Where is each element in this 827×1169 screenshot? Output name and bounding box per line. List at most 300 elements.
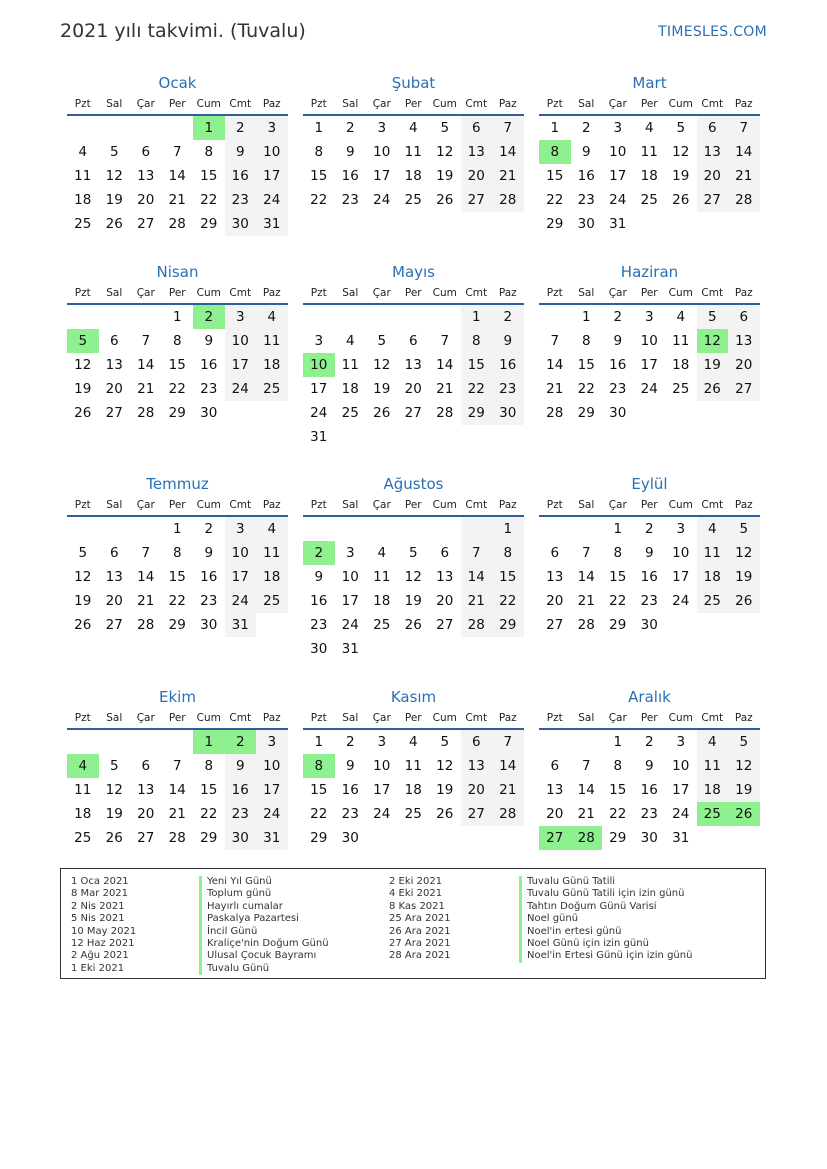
day-cell: 17 [373, 168, 391, 184]
weekday-label: Cum [196, 712, 221, 724]
day-cell: 17 [256, 164, 288, 188]
day-cell: 15 [609, 782, 627, 798]
month-name: Ocak [158, 74, 197, 92]
day-cell: 17 [225, 353, 257, 377]
month-name: Kasım [390, 688, 437, 706]
day-cell: 9 [225, 140, 257, 164]
day-cell: 16 [341, 168, 359, 184]
day-cell: 5 [109, 144, 119, 160]
day-cell: 7 [581, 758, 591, 774]
legend-right-bar [519, 876, 522, 963]
legend-date: 10 May 2021 [71, 925, 137, 937]
legend-holiday-name: Kraliçe'nin Doğum Günü [207, 937, 329, 949]
empty-cell [728, 401, 760, 425]
day-cell: 26 [373, 405, 391, 421]
month-block [303, 72, 524, 212]
day-cell: 22 [310, 806, 328, 822]
empty-cell [571, 730, 603, 754]
day-cell: 17 [672, 569, 690, 585]
day-cell: 10 [672, 545, 690, 561]
day-cell: 6 [408, 333, 418, 349]
weekday-label: Çar [136, 98, 155, 110]
day-cell: 1 [581, 309, 591, 325]
day-cell: 7 [440, 333, 450, 349]
legend-date: 12 Haz 2021 [71, 937, 135, 949]
day-cell: 23 [640, 593, 658, 609]
legend-date: 2 Nis 2021 [71, 900, 125, 912]
day-cell: 22 [609, 593, 627, 609]
day-cell: 26 [105, 216, 123, 232]
day-cell: 22 [461, 377, 493, 401]
day-cell: 4 [676, 309, 686, 325]
empty-cell [256, 401, 288, 425]
empty-cell [492, 826, 524, 850]
day-cell: 19 [373, 381, 391, 397]
day-cell: 26 [74, 405, 92, 421]
day-cell: 26 [74, 617, 92, 633]
day-cell: 12 [672, 144, 690, 160]
day-cell: 21 [168, 806, 186, 822]
day-cell: 19 [436, 782, 454, 798]
empty-cell [99, 730, 131, 754]
day-cell: 21 [577, 593, 595, 609]
weekday-label: Çar [372, 712, 391, 724]
weekday-header [67, 283, 288, 305]
day-cell: 31 [256, 826, 288, 850]
weekday-label: Cum [432, 712, 457, 724]
empty-cell [67, 730, 99, 754]
weekday-label: Çar [372, 287, 391, 299]
weekday-label: Cmt [701, 287, 724, 299]
day-cell: 8 [303, 754, 335, 778]
day-cell: 27 [137, 216, 155, 232]
weekday-label: Çar [136, 499, 155, 511]
month-name: Haziran [620, 263, 679, 281]
empty-cell [162, 116, 194, 140]
empty-cell [366, 517, 398, 541]
day-cell: 28 [137, 405, 155, 421]
day-cell: 16 [225, 778, 257, 802]
day-grid [303, 305, 524, 449]
day-cell: 1 [461, 305, 493, 329]
day-cell: 21 [728, 164, 760, 188]
legend-right-dates [389, 876, 451, 963]
day-cell: 1 [314, 734, 324, 750]
day-cell: 22 [168, 593, 186, 609]
day-cell: 12 [74, 569, 92, 585]
day-cell: 2 [303, 541, 335, 565]
empty-cell [162, 730, 194, 754]
weekday-label: Cmt [701, 499, 724, 511]
weekday-label: Sal [578, 98, 595, 110]
day-cell: 30 [341, 830, 359, 846]
day-cell: 30 [225, 212, 257, 236]
day-cell: 2 [225, 116, 257, 140]
day-cell: 6 [141, 144, 151, 160]
legend-left-bar [199, 876, 202, 975]
day-cell: 10 [373, 758, 391, 774]
weekday-label: Per [168, 499, 186, 511]
day-grid [303, 517, 524, 661]
day-cell: 5 [67, 329, 99, 353]
weekday-header [67, 94, 288, 116]
day-cell: 28 [492, 188, 524, 212]
day-cell: 24 [256, 802, 288, 826]
day-cell: 29 [609, 617, 627, 633]
day-cell: 23 [341, 806, 359, 822]
day-cell: 8 [314, 144, 324, 160]
day-cell: 27 [137, 830, 155, 846]
empty-cell [429, 826, 461, 850]
legend-date: 8 Mar 2021 [71, 888, 129, 900]
weekday-label: Pzt [546, 287, 563, 299]
day-cell: 13 [105, 569, 123, 585]
day-cell: 29 [168, 405, 186, 421]
day-cell: 10 [609, 144, 627, 160]
day-cell: 13 [461, 140, 493, 164]
day-cell: 4 [697, 730, 729, 754]
day-cell: 14 [436, 357, 454, 373]
weekday-label: Cmt [465, 499, 488, 511]
empty-cell [366, 425, 398, 449]
day-cell: 24 [225, 589, 257, 613]
day-cell: 4 [78, 144, 88, 160]
month-block [303, 473, 524, 661]
day-cell: 28 [571, 826, 603, 850]
day-cell: 13 [728, 329, 760, 353]
day-cell: 7 [492, 730, 524, 754]
empty-cell [665, 613, 697, 637]
day-cell: 11 [74, 782, 92, 798]
day-cell: 18 [672, 357, 690, 373]
weekday-label: Cmt [465, 712, 488, 724]
weekday-label: Pzt [74, 499, 91, 511]
day-cell: 27 [461, 802, 493, 826]
day-cell: 21 [546, 381, 564, 397]
day-cell: 7 [172, 144, 182, 160]
empty-cell [335, 517, 367, 541]
day-cell: 8 [172, 545, 182, 561]
day-cell: 24 [640, 381, 658, 397]
weekday-label: Cum [668, 98, 693, 110]
day-cell: 26 [672, 192, 690, 208]
month-block [303, 686, 524, 850]
legend-holiday-name: Noel günü [527, 913, 579, 925]
day-cell: 9 [314, 569, 324, 585]
day-cell: 14 [546, 357, 564, 373]
day-cell: 29 [310, 830, 328, 846]
day-cell: 27 [105, 617, 123, 633]
brand-link[interactable]: TIMESLES.COM [658, 24, 767, 40]
day-grid [539, 116, 760, 236]
month-block [303, 261, 524, 449]
empty-cell [728, 826, 760, 850]
day-cell: 28 [137, 617, 155, 633]
day-cell: 28 [492, 802, 524, 826]
weekday-label: Paz [734, 499, 753, 511]
weekday-label: Per [640, 98, 658, 110]
day-cell: 8 [204, 758, 214, 774]
day-cell: 20 [436, 593, 454, 609]
day-cell: 8 [613, 758, 623, 774]
day-cell: 23 [492, 377, 524, 401]
day-cell: 21 [168, 192, 186, 208]
day-cell: 15 [492, 565, 524, 589]
empty-cell [728, 212, 760, 236]
legend-date: 1 Eki 2021 [71, 962, 125, 974]
day-cell: 27 [697, 188, 729, 212]
day-cell: 8 [581, 333, 591, 349]
day-cell: 18 [256, 565, 288, 589]
empty-cell [697, 826, 729, 850]
legend-date: 28 Ara 2021 [389, 950, 451, 962]
day-cell: 2 [644, 521, 654, 537]
day-cell: 17 [609, 168, 627, 184]
day-cell: 29 [546, 216, 564, 232]
day-cell: 9 [204, 333, 214, 349]
day-cell: 4 [377, 545, 387, 561]
day-cell: 9 [204, 545, 214, 561]
day-cell: 30 [310, 641, 328, 657]
legend-holiday-name: Tuvalu Günü [207, 962, 270, 974]
day-cell: 31 [672, 830, 690, 846]
empty-cell [697, 401, 729, 425]
weekday-label: Per [404, 287, 422, 299]
day-cell: 1 [172, 521, 182, 537]
legend-date: 5 Nis 2021 [71, 913, 125, 925]
day-cell: 27 [461, 188, 493, 212]
weekday-label: Cum [196, 499, 221, 511]
day-cell: 15 [200, 782, 218, 798]
day-cell: 27 [546, 617, 564, 633]
day-cell: 7 [141, 545, 151, 561]
weekday-label: Paz [734, 98, 753, 110]
day-cell: 15 [546, 168, 564, 184]
weekday-header [539, 708, 760, 730]
day-cell: 6 [697, 116, 729, 140]
month-block [67, 686, 288, 850]
day-cell: 25 [256, 589, 288, 613]
day-cell: 23 [341, 192, 359, 208]
day-cell: 25 [74, 216, 92, 232]
day-cell: 20 [697, 164, 729, 188]
day-cell: 13 [436, 569, 454, 585]
weekday-label: Sal [342, 712, 359, 724]
day-cell: 8 [461, 329, 493, 353]
day-cell: 13 [546, 569, 564, 585]
day-cell: 29 [492, 613, 524, 637]
day-cell: 5 [728, 730, 760, 754]
weekday-label: Sal [342, 499, 359, 511]
legend-date: 1 Oca 2021 [71, 876, 129, 887]
day-cell: 31 [225, 613, 257, 637]
day-grid [539, 730, 760, 850]
day-cell: 19 [404, 593, 422, 609]
day-cell: 2 [193, 305, 225, 329]
day-cell: 15 [461, 353, 493, 377]
day-cell: 12 [105, 782, 123, 798]
day-cell: 4 [408, 734, 418, 750]
legend-holiday-name: Yeni Yıl Günü [207, 876, 272, 887]
weekday-label: Paz [498, 287, 517, 299]
day-cell: 17 [256, 778, 288, 802]
legend-date: 2 Ağu 2021 [71, 950, 129, 962]
day-cell: 10 [640, 333, 658, 349]
day-cell: 31 [256, 212, 288, 236]
weekday-label: Paz [262, 712, 281, 724]
day-cell: 3 [256, 730, 288, 754]
day-cell: 24 [609, 192, 627, 208]
day-cell: 16 [200, 357, 218, 373]
legend-date: 2 Eki 2021 [389, 876, 443, 887]
day-cell: 17 [672, 782, 690, 798]
weekday-label: Per [404, 98, 422, 110]
month-name: Ekim [159, 688, 196, 706]
day-cell: 31 [310, 429, 328, 445]
weekday-header [67, 708, 288, 730]
weekday-label: Pzt [310, 499, 327, 511]
day-cell: 8 [204, 144, 214, 160]
day-cell: 17 [341, 593, 359, 609]
day-cell: 1 [314, 120, 324, 136]
empty-cell [665, 401, 697, 425]
empty-cell [492, 637, 524, 661]
day-cell: 26 [697, 377, 729, 401]
day-cell: 13 [137, 782, 155, 798]
day-cell: 3 [256, 116, 288, 140]
legend-holiday-name: Tuvalu Günü Tatili için izin günü [527, 888, 685, 900]
empty-cell [697, 212, 729, 236]
day-cell: 4 [644, 120, 654, 136]
day-cell: 25 [373, 617, 391, 633]
weekday-label: Per [168, 712, 186, 724]
day-cell: 26 [436, 806, 454, 822]
day-cell: 18 [697, 565, 729, 589]
day-cell: 23 [640, 806, 658, 822]
day-cell: 8 [613, 545, 623, 561]
empty-cell [398, 305, 430, 329]
day-cell: 22 [609, 806, 627, 822]
day-cell: 2 [345, 120, 355, 136]
day-cell: 14 [461, 565, 493, 589]
weekday-header [303, 94, 524, 116]
day-cell: 24 [256, 188, 288, 212]
empty-cell [429, 425, 461, 449]
day-cell: 25 [341, 405, 359, 421]
day-cell: 17 [373, 782, 391, 798]
day-grid [303, 116, 524, 212]
weekday-label: Paz [498, 499, 517, 511]
day-cell: 11 [404, 144, 422, 160]
day-cell: 15 [609, 569, 627, 585]
empty-cell [303, 305, 335, 329]
day-cell: 5 [728, 517, 760, 541]
weekday-label: Çar [136, 287, 155, 299]
weekday-label: Cmt [229, 98, 252, 110]
weekday-label: Per [640, 287, 658, 299]
day-cell: 17 [225, 565, 257, 589]
day-cell: 20 [461, 778, 493, 802]
day-cell: 23 [225, 802, 257, 826]
day-cell: 14 [492, 754, 524, 778]
weekday-label: Pzt [74, 98, 91, 110]
day-cell: 22 [492, 589, 524, 613]
day-cell: 27 [728, 377, 760, 401]
day-cell: 24 [341, 617, 359, 633]
day-cell: 15 [577, 357, 595, 373]
day-cell: 16 [609, 357, 627, 373]
day-cell: 29 [577, 405, 595, 421]
month-block [539, 72, 760, 236]
day-cell: 20 [461, 164, 493, 188]
day-cell: 29 [200, 216, 218, 232]
empty-cell [728, 613, 760, 637]
day-cell: 3 [377, 734, 387, 750]
day-cell: 10 [303, 353, 335, 377]
page-title: 2021 yılı takvimi. (Tuvalu) [60, 20, 306, 42]
day-cell: 19 [728, 565, 760, 589]
weekday-label: Per [404, 712, 422, 724]
weekday-label: Sal [578, 499, 595, 511]
day-cell: 25 [404, 192, 422, 208]
empty-cell [461, 637, 493, 661]
month-name: Mart [632, 74, 667, 92]
weekday-label: Pzt [310, 287, 327, 299]
day-cell: 30 [640, 617, 658, 633]
empty-cell [398, 826, 430, 850]
day-cell: 1 [193, 730, 225, 754]
day-cell: 16 [640, 782, 658, 798]
day-cell: 16 [310, 593, 328, 609]
weekday-header [539, 495, 760, 517]
day-cell: 13 [697, 140, 729, 164]
month-name: Eylül [631, 475, 668, 493]
empty-cell [665, 212, 697, 236]
weekday-label: Paz [262, 287, 281, 299]
day-cell: 23 [200, 593, 218, 609]
day-cell: 6 [728, 305, 760, 329]
day-cell: 4 [67, 754, 99, 778]
empty-cell [539, 730, 571, 754]
weekday-label: Çar [608, 98, 627, 110]
legend-holiday-name: Noel'in ertesi günü [527, 925, 622, 937]
empty-cell [335, 305, 367, 329]
weekday-label: Çar [608, 499, 627, 511]
day-cell: 5 [440, 120, 450, 136]
day-cell: 16 [341, 782, 359, 798]
weekday-label: Pzt [74, 712, 91, 724]
weekday-label: Paz [498, 712, 517, 724]
month-name: Şubat [391, 74, 436, 92]
day-cell: 1 [550, 120, 560, 136]
day-cell: 10 [225, 329, 257, 353]
day-cell: 9 [492, 329, 524, 353]
day-cell: 12 [436, 144, 454, 160]
weekday-label: Cmt [229, 499, 252, 511]
day-cell: 1 [613, 521, 623, 537]
empty-cell [366, 826, 398, 850]
weekday-label: Pzt [74, 287, 91, 299]
day-cell: 12 [436, 758, 454, 774]
day-cell: 24 [672, 593, 690, 609]
month-block [539, 686, 760, 850]
day-cell: 22 [310, 192, 328, 208]
day-cell: 11 [256, 541, 288, 565]
day-cell: 26 [728, 802, 760, 826]
weekday-label: Cmt [465, 287, 488, 299]
legend-holiday-name: Hayırlı cumalar [207, 900, 283, 912]
day-cell: 12 [728, 754, 760, 778]
